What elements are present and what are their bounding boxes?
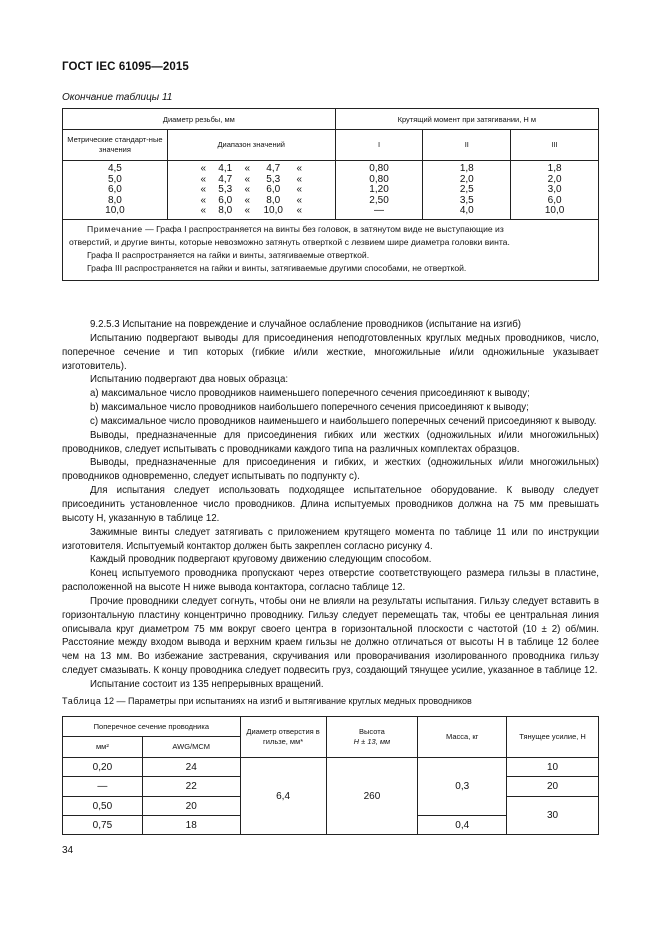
column-I-header: I: [335, 130, 423, 161]
paragraph: Конец испытуемого проводника пропускают через отверстие соответствующего размера гильзы в пластине, расположенной на высоте Н ниже вывода контактора, согласно таблице 12.: [62, 568, 599, 594]
cross-section-header: Поперечное сечение проводника: [63, 717, 241, 737]
awg-cell: 24: [142, 758, 240, 777]
awg-cell: 20: [142, 797, 240, 816]
height-cell: 260: [326, 758, 418, 835]
metric-value: 5,0: [107, 173, 122, 185]
mm2-cell: 0,75: [63, 816, 143, 835]
paragraph: Для испытания следует использовать подходящее испытательное оборудование. К выводу следует присоединить установленное число проводников. Длина испытуемых проводников должна на 75 мм превышать высоту Н, указанную в таблице 12.: [62, 485, 599, 524]
paragraph: Выводы, предназначенные для присоединения гибких или жестких (одножильных и/или многожильных) проводников, следует испытывать с проводниками каждого типа на различных комплектах образцов.: [62, 429, 599, 455]
list-item: с) максимальное число проводников наименьшего и наибольшего поперечных сечений присоединяют к выводу.: [90, 415, 597, 427]
paragraph: Испытанию подвергают два новых образца:: [90, 374, 289, 386]
metric-value: 6,0: [107, 184, 122, 195]
metric-values-header: Метрические стандарт-ные значения: [63, 130, 168, 161]
table-12-caption: Таблица 12 — Параметры при испытаниях на изгиб и вытягивание круглых медных проводников: [62, 696, 472, 706]
awg-cell: 18: [142, 816, 240, 835]
range-row: « 4,7 « 5,3 «: [200, 173, 302, 185]
mm2-cell: 0,20: [63, 758, 143, 777]
awg-header: AWG/MCM: [142, 737, 240, 758]
mass-cell: 0,4: [418, 816, 507, 835]
mass-cell: 0,3: [418, 758, 507, 816]
paragraph: Испытанию подвергают выводы для присоединения неподготовленных круглых медных проводников, число, поперечное сечение и тип которых (гибкие и/или жесткие, многожильные и/или одножильные указывает изготовитель).: [62, 332, 599, 372]
range-row: « 6,0 « 8,0 «: [200, 194, 302, 206]
pull-force-header: Тянущее усилие, Н: [507, 717, 599, 758]
range-row: « 4,1 « 4,7 «: [200, 163, 302, 174]
pull-cell: 30: [507, 797, 599, 835]
list-item: а) максимальное число проводников наименьшего поперечного сечения присоединяют к выводу;: [90, 388, 530, 400]
hole-diameter-cell: 6,4: [240, 758, 326, 835]
range-values-cell: [167, 161, 335, 220]
table-continuation-title: Окончание таблицы 11: [62, 92, 173, 103]
section-text: [62, 318, 599, 692]
torque-II-cell: 1,8 2,0 2,5 3,5 4,0: [423, 161, 511, 220]
pull-cell: 10: [507, 758, 599, 777]
awg-cell: 22: [142, 777, 240, 797]
metric-value: 4,5: [107, 163, 122, 174]
metric-values-cell: [63, 161, 168, 220]
section-heading: 9.2.5.3 Испытание на повреждение и случайное ослабление проводников (испытание на изгиб): [90, 319, 521, 330]
paragraph: Прочие проводники следует согнуть, чтобы они не влияли на результаты испытания. Гильзу следует вставить в горизонтальную пластину концентрично проводнику. Гильзу следует перемещать так, чтобы ее центральная линия описывала круг диаметром 75 мм вокруг своего центра в горизонтальной плоскости с частотой (10 ± 2) об/мин. Расстояние между входом вывода и верхним краем гильзы не должно отличаться от высоты Н в таблице 12 более чем на 13 мм. Во избежание застревания, скручивания или проворачивания изолированного проводника гильзу следует смазывать. К концу проводника следует подвесить груз, создающий тянущее усилие, указанное в таблице 12.: [62, 595, 599, 677]
mm2-cell: 0,50: [63, 797, 143, 816]
torque-header: Крутящий момент при затягивании, Н м: [335, 109, 598, 130]
column-III-header: III: [511, 130, 599, 161]
pull-cell: 20: [507, 777, 599, 797]
torque-III-cell: 1,8 2,0 3,0 6,0 10,0: [511, 161, 599, 220]
page-number: 34: [62, 845, 74, 856]
range-header: Диапазон значений: [167, 130, 335, 161]
column-II-header: II: [423, 130, 511, 161]
metric-value: 8,0: [107, 194, 122, 206]
paragraph: Зажимные винты следует затягивать с приложением крутящего момента по таблице 11 или по инструкции изготовителя. Испытуемый контактор должен быть закреплен согласно рисунку 4.: [62, 526, 599, 552]
torque-table: [62, 108, 599, 281]
metric-value: 10,0: [105, 205, 125, 216]
paragraph: Выводы, предназначенные для присоединения и гибких, и жестких (одножильных и/или многожильных) проводников одновременно, следует испытывать по подпункту с).: [62, 457, 599, 483]
paragraph: Каждый проводник подвергают круговому движению следующим способом.: [90, 554, 432, 566]
note-label: Примечание: [87, 223, 143, 234]
paragraph: Испытание состоит из 135 непрерывных вращений.: [90, 678, 324, 690]
hole-diameter-header: Диаметр отверстия в гильзе, мм*: [240, 717, 326, 758]
bending-test-table: [62, 716, 599, 835]
list-item: b) максимальное число проводников наибольшего поперечного сечения присоединяют к выводу;: [90, 402, 529, 414]
height-header: Высота H ± 13, мм: [326, 717, 418, 758]
torque-I-cell: 0,80 0,80 1,20 2,50 —: [335, 161, 423, 220]
range-row: « 5,3 « 6,0 «: [200, 184, 302, 195]
range-row: « 8,0 « 10,0 «: [200, 205, 302, 216]
table-note: Примечание — Графа I распространяется на винты без головок, в затянутом виде не выступающие из отверстий, и другие винты, которые невозможно затянуть отверткой с лезвием шире диаметра головки винта. Графа II распространяется на гайки и винты, затягиваемые отверткой. Графа III распространяется на гайки и винты, затягиваемые другими способами, не отверткой.: [63, 219, 599, 280]
thread-diameter-header: Диаметр резьбы, мм: [63, 109, 336, 130]
mm2-cell: —: [63, 777, 143, 797]
mass-header: Масса, кг: [418, 717, 507, 758]
mm2-header: мм²: [63, 737, 143, 758]
standard-title: ГОСТ IEC 61095—2015: [62, 61, 189, 73]
